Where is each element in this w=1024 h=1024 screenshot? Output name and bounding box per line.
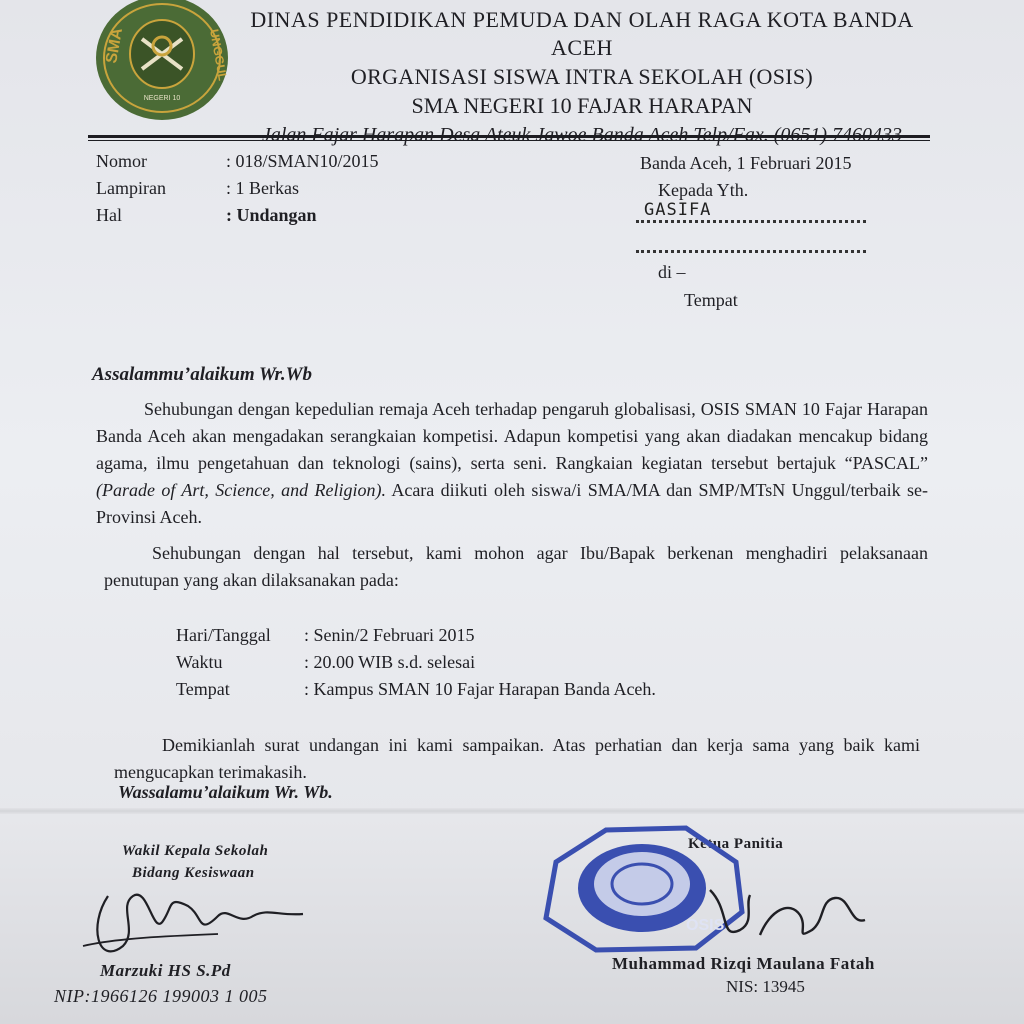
- recipient-block: [640, 150, 900, 204]
- paper-fold: [0, 808, 1024, 814]
- event-schedule: [176, 622, 656, 703]
- signatory-right-nis: NIS: 13945: [726, 977, 805, 996]
- signatory-right-title: Ketua Panitia: [688, 836, 784, 852]
- letterhead-organization: ORGANISASI SISWA INTRA SEKOLAH (OSIS): [350, 64, 814, 89]
- svg-text:NEGERI 10: NEGERI 10: [143, 95, 181, 102]
- paragraph-request: Sehubungan dengan hal tersebut, kami mohon agar Ibu/Bapak berkenan menghadiri pelaksanaan penutupan yang akan dilaksanakan pada:: [104, 543, 928, 590]
- recipient-handwritten-name: GASIFA: [644, 200, 712, 220]
- signature-left: [78, 876, 328, 976]
- letterhead-rule-thin: [88, 140, 930, 141]
- schedule-row-time: Waktu : 20.00 WIB s.d. selesai: [176, 652, 476, 672]
- recipient-to: Kepada Yth.: [658, 180, 749, 200]
- paragraph-closing: Demikianlah surat undangan ini kami sampaikan. Atas perhatian dan kerja sama yang baik kami mengucapkan terimakasih.: [114, 735, 920, 782]
- signatory-right-name: Muhammad Rizqi Maulana Fatah: [612, 954, 875, 973]
- school-logo: [92, 0, 232, 126]
- letterhead: [232, 6, 932, 150]
- signatory-left-nip: NIP:1966126 199003 1 005: [54, 986, 268, 1006]
- recipient-dotted-line-1: [636, 220, 866, 223]
- svg-text:UNGGUL: UNGGUL: [207, 28, 230, 82]
- recipient-di: di –: [658, 262, 686, 282]
- recipient-tempat: Tempat: [684, 290, 738, 310]
- letter-meta: [96, 148, 379, 229]
- svg-text:SMA: SMA: [103, 26, 127, 65]
- meta-hal: Hal : Undangan: [96, 205, 317, 225]
- place-date: Banda Aceh, 1 Februari 2015: [640, 153, 852, 173]
- svg-text:OSIS: OSIS: [686, 917, 725, 934]
- closing-salutation: Wassalamu’alaikum Wr. Wb.: [118, 782, 333, 802]
- signatory-left-name: Marzuki HS S.Pd: [100, 961, 231, 980]
- meta-nomor: Nomor : 018/SMAN10/2015: [96, 151, 379, 171]
- schedule-row-date: Hari/Tanggal : Senin/2 Februari 2015: [176, 625, 475, 645]
- meta-lampiran: Lampiran : 1 Berkas: [96, 178, 299, 198]
- letterhead-school: SMA NEGERI 10 FAJAR HARAPAN: [411, 93, 753, 118]
- paragraph-intro: Sehubungan dengan kepedulian remaja Aceh terhadap pengaruh globalisasi, OSIS SMAN 10 Fajar Harapan Banda Aceh akan mengadakan serangkaian kompetisi. Adapun kompetisi yang akan diadakan mencakup bidang agama, ilmu pengetahuan dan teknologi (sains), serta seni. Rangkaian kegiatan tersebut bertajuk “PASCAL” (Parade of Art, Science, and Religion). Acara diikuti oleh siswa/i SMA/MA dan SMP/MTsN Unggul/terbaik se-Provinsi Aceh.: [96, 399, 928, 527]
- letterhead-agency: DINAS PENDIDIKAN PEMUDA DAN OLAH RAGA KOTA BANDA ACEH: [250, 7, 914, 60]
- signature-right: [700, 880, 880, 950]
- letterhead-rule-thick: [88, 135, 930, 138]
- schedule-row-place: Tempat : Kampus SMAN 10 Fajar Harapan Banda Aceh.: [176, 679, 656, 699]
- signatory-left-title2: Bidang Kesiswaan: [132, 865, 255, 881]
- signatory-left-title1: Wakil Kepala Sekolah: [122, 843, 269, 859]
- recipient-dotted-line-2: [636, 250, 866, 253]
- greeting: Assalammu’alaikum Wr.Wb: [92, 364, 312, 385]
